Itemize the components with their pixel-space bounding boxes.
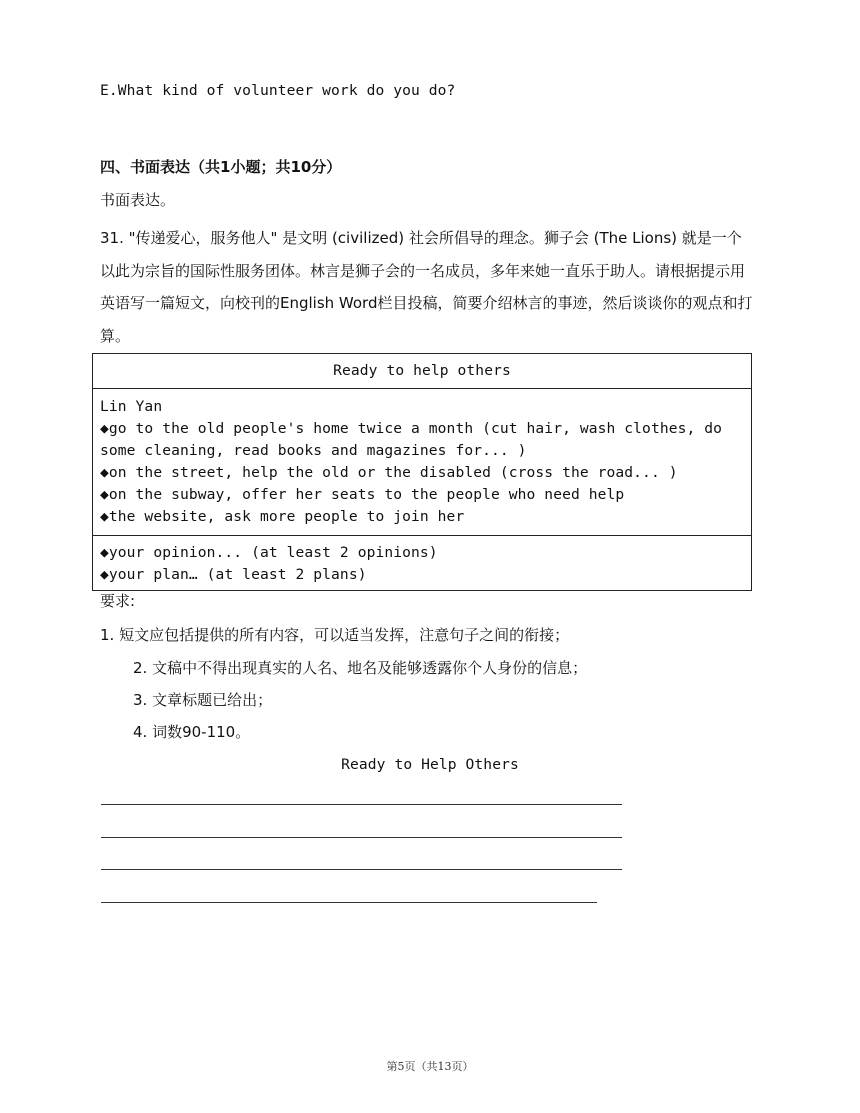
section-heading: 四、书面表达（共1小题；共10分） [100, 158, 342, 176]
requirement-item: 2. 文稿中不得出现真实的人名、地名及能够透露你个人身份的信息； [133, 659, 588, 677]
list-item: ◆on the street, help the old or the disabled (cross the road... ) [100, 464, 678, 481]
list-item: ◆on the subway, offer her seats to the people who need help [100, 486, 625, 503]
writing-line[interactable] [101, 837, 622, 838]
section-instruction: 书面表达。 [100, 191, 176, 209]
list-item: ◆your plan… (at least 2 plans) [100, 566, 367, 583]
requirement-item: 3. 文章标题已给出； [133, 691, 273, 709]
table-header: Ready to help others [93, 354, 751, 389]
table-content [93, 389, 751, 536]
list-item: ◆go to the old people's home twice a month (cut hair, wash clothes, do some cleaning, read books and magazines for... ) [100, 420, 723, 459]
list-item: ◆your opinion... (at least 2 opinions) [100, 544, 438, 561]
list-item: ◆the website, ask more people to join her [100, 508, 465, 525]
essay-title: Ready to Help Others [341, 756, 519, 773]
table-prompts [93, 536, 751, 590]
writing-line[interactable] [101, 869, 622, 870]
outline-table [92, 353, 752, 591]
option-e: E.What kind of volunteer work do you do? [100, 82, 456, 99]
requirement-item: 4. 词数90-110。 [133, 723, 251, 741]
writing-line[interactable] [101, 902, 597, 903]
requirement-item: 1. 短文应包括提供的所有内容，可以适当发挥，注意句子之间的衔接； [100, 626, 570, 644]
person-name: Lin Yan [100, 398, 163, 415]
page-number: 第5页（共13页） [386, 1060, 474, 1073]
requirements-label: 要求: [100, 592, 136, 610]
question-text: 31. "传递爱心，服务他人" 是文明 (civilized) 社会所倡导的理念。狮子会 (The Lions) 就是一个以此为宗旨的国际性服务团体。林言是狮子会的一名成员，多年来她一直乐于助人。请根据提示用英语写一篇短文，向校刊的English Word栏目投稿，简要介绍林言的事迹，然后谈谈你的观点和打算。 [100, 229, 753, 345]
writing-line[interactable] [101, 804, 622, 805]
